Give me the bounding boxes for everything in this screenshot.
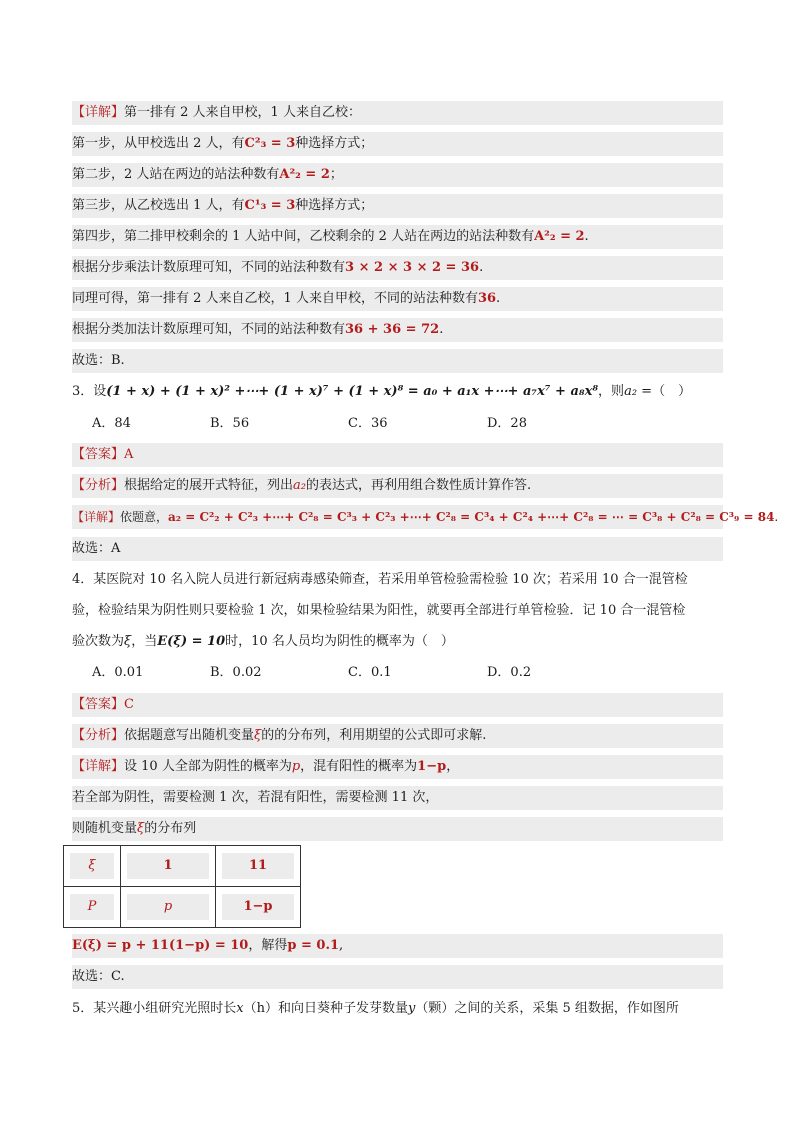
q3-stem: 3．设(1 + x) + (1 + x)² +⋯+ (1 + x)⁷ + (1 + x)⁸ = a₀ + a₁x +⋯+ a₇x⁷ + a₈x⁸，则a₂ =（ ） — [72, 384, 692, 399]
q3-detail: 【详解】依题意，a₂ = C²₂ + C²₃ +⋯+ C²₈ = C³₃ + C²₃ +⋯+ C²₈ = C³₄ + C²₄ +⋯+ C²₈ = ⋯ = C³₈ + C²₈ = C³₉ = 84. — [72, 505, 723, 529]
detail-line-6: 根据分步乘法计数原理可知，不同的站法种数有3 × 2 × 3 × 2 = 36. — [72, 256, 723, 280]
detail-line-2: 第一步，从甲校选出 2 人，有C²₃ = 3种选择方式； — [72, 132, 723, 156]
distribution-table — [63, 845, 301, 928]
q3-option-d: D．28 — [487, 416, 527, 431]
q5-stem: 5．某兴趣小组研究光照时长x（h）和向日葵种子发芽数量y（颗）之间的关系，采集 5 组数据，作如图所 — [72, 1001, 679, 1016]
q3-choose: 故选：A — [72, 537, 723, 561]
detail-line-7: 同理可得，第一排有 2 人来自乙校，1 人来自甲校，不同的站法种数有36. — [72, 287, 723, 311]
table-row — [64, 846, 301, 887]
table-cell: p — [121, 887, 216, 928]
q4-answer: 【答案】C — [72, 693, 723, 717]
q4-analysis: 【分析】依据题意写出随机变量ξ的的分布列，利用期望的公式即可求解. — [72, 724, 723, 748]
q3-analysis: 【分析】根据给定的展开式特征，列出a₂的表达式，再利用组合数性质计算作答. — [72, 474, 723, 498]
q3-option-b: B．56 — [210, 416, 250, 431]
q4-stem-line-1: 4．某医院对 10 名入院人员进行新冠病毒感染筛查，若采用单管检验需检验 10 次；若采用 10 合一混管检 — [72, 572, 688, 587]
detail-line-5: 第四步，第二排甲校剩余的 1 人站中间，乙校剩余的 2 人站在两边的站法种数有A²₂ = 2. — [72, 225, 723, 249]
q4-stem-line-2: 验，检验结果为阴性则只要检验 1 次，如果检验结果为阳性，就要再全部进行单管检验．记 10 合一混管检 — [72, 603, 686, 618]
table-cell: 1 — [121, 846, 216, 887]
table-cell: P — [64, 887, 121, 928]
detail-tag: 【详解】 — [72, 105, 125, 120]
detail-line-3: 第二步，2 人站在两边的站法种数有A²₂ = 2； — [72, 163, 723, 187]
q4-option-a: A．0.01 — [92, 665, 144, 680]
q4-detail-1: 【详解】设 10 人全部为阴性的概率为p，混有阳性的概率为1−p， — [72, 755, 723, 779]
q4-option-b: B．0.02 — [210, 665, 262, 680]
q4-expectation: E(ξ) = p + 11(1−p) = 10，解得p = 0.1, — [72, 934, 723, 958]
choose-line-1: 故选：B. — [72, 349, 723, 373]
q4-option-d: D．0.2 — [487, 665, 532, 680]
q4-detail-2: 若全部为阴性，需要检测 1 次，若混有阳性，需要检测 11 次， — [72, 786, 723, 810]
detail-line-1: 【详解】第一排有 2 人来自甲校，1 人来自乙校： — [72, 101, 723, 125]
q3-option-a: A．84 — [92, 416, 131, 431]
table-row — [64, 887, 301, 928]
q4-detail-3: 则随机变量ξ的分布列 — [72, 817, 723, 841]
table-cell: 11 — [216, 846, 301, 887]
q3-answer: 【答案】A — [72, 443, 723, 467]
q4-choose: 故选：C. — [72, 965, 723, 989]
table-cell: ξ — [64, 846, 121, 887]
table-cell: 1−p — [216, 887, 301, 928]
q4-stem-line-3: 验次数为ξ，当E(ξ) = 10时，10 名人员均为阴性的概率为（ ） — [72, 634, 454, 649]
detail-line-8: 根据分类加法计数原理可知，不同的站法种数有36 + 36 = 72. — [72, 318, 723, 342]
detail-line-4: 第三步，从乙校选出 1 人，有C¹₃ = 3种选择方式； — [72, 194, 723, 218]
q4-option-c: C．0.1 — [348, 665, 392, 680]
q3-option-c: C．36 — [348, 416, 388, 431]
